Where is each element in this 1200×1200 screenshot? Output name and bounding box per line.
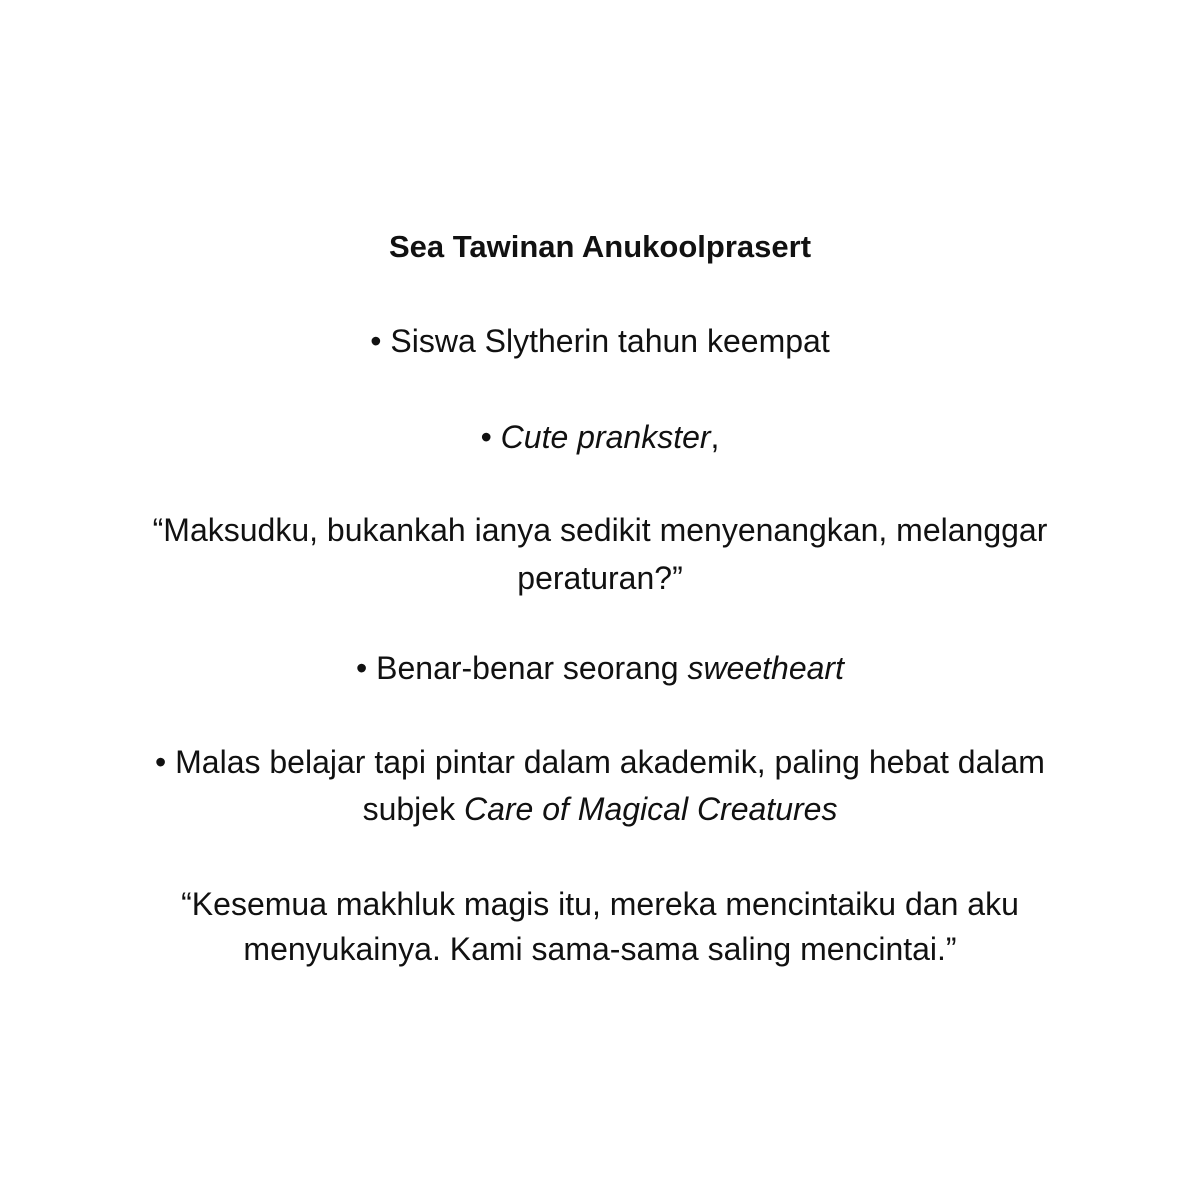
quote-creatures-line1: “Kesemua makhluk magis itu, mereka mencintaiku dan aku [181,886,1019,922]
italic-subject: Care of Magical Creatures [463,791,838,827]
bullet-trait-sweetheart [0,646,1200,690]
bullet-prefix: • [480,419,501,455]
bullet-academics-line2 [0,787,1200,831]
bullet-suffix: , [710,419,720,455]
bullet-trait-prankster [0,415,1200,459]
quote-rules-line1: “Maksudku, bukankah ianya sedikit menyenangkan, melanggar [152,512,1048,548]
character-name-heading: Sea Tawinan Anukoolprasert [388,229,812,264]
quote-rules-line2: peraturan?” [517,560,683,596]
bullet-prefix: • Benar-benar seorang [356,650,688,686]
quote-creatures-line2: menyukainya. Kami sama-sama saling mencintai.” [243,931,957,967]
italic-term: Cute prankster [500,419,711,455]
bullet-prefix: subjek [362,791,464,827]
italic-term: sweetheart [687,650,844,686]
bullet-house-year: • Siswa Slytherin tahun keempat [370,323,830,359]
bullet-academics-line1: • Malas belajar tapi pintar dalam akademik, paling hebat dalam [155,744,1045,780]
